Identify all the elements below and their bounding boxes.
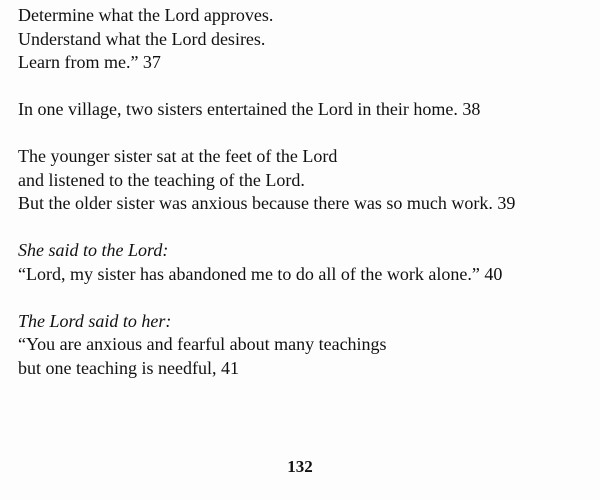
stanza [18,145,588,216]
text-line: but one teaching is needful, 41 [18,357,239,378]
speaker-line: The Lord said to her: [18,310,172,331]
page-number: 132 [287,457,313,476]
stanza [18,310,588,381]
speaker-line: She said to the Lord: [18,240,169,260]
text-line: and listened to the teaching of the Lord. [18,169,305,190]
stanza [18,98,588,122]
text-line: But the older sister was anxious because there was so much work. 39 [18,193,516,213]
text-line: Determine what the Lord approves. [18,5,274,25]
stanza [18,4,588,75]
text-line: “You are anxious and fearful about many teachings [18,334,387,354]
text-line: The younger sister sat at the feet of the Lord [18,146,338,166]
text-line: In one village, two sisters entertained the Lord in their home. 38 [18,99,481,119]
text-line: Learn from me.” 37 [18,52,161,72]
text-line: “Lord, my sister has abandoned me to do all of the work alone.” 40 [18,263,503,284]
stanza [18,239,588,286]
body-text [18,4,588,404]
text-line: Understand what the Lord desires. [18,28,266,49]
